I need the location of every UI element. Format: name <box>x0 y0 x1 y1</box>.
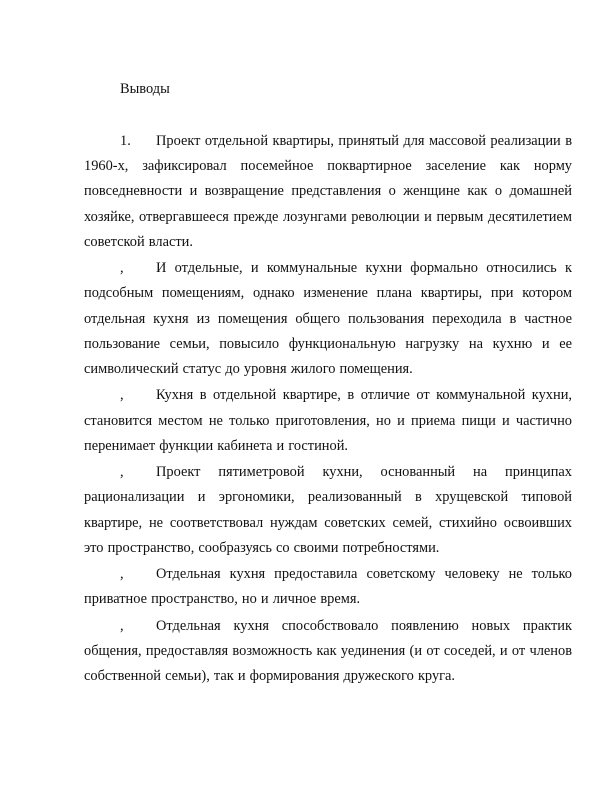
item-marker: , <box>120 464 124 481</box>
conclusion-item-5 <box>84 562 572 612</box>
conclusion-item-2 <box>84 256 572 382</box>
item-text: Отдельная кухня предоставила советскому человеку не только приватное пространство, но и личное время. <box>84 566 572 608</box>
item-text: И отдельные, и коммунальные кухни формально относились к подсобным помещениям, однако изменение плана квартиры, при котором отдельная кухня из помещения общего пользования переходила в частное пользование семьи, повысило функциональную нагрузку на кухню и ее символический статус до уровня жилого помещения. <box>84 260 572 378</box>
item-text: Отдельная кухня способствовало появлению новых практик общения, предоставляя возможность как уединения (и от соседей, и от членов собственной семьи), так и формирования дружеского круга. <box>84 617 572 685</box>
item-text: Кухня в отдельной квартире, в отличие от коммунальной кухни, становится местом не только приготовления, но и приема пищи и частично перенимает функции кабинета и гостиной. <box>84 387 572 454</box>
conclusion-item-6 <box>84 614 572 690</box>
conclusion-item-1 <box>84 129 572 255</box>
item-marker: , <box>120 617 124 634</box>
conclusion-item-4 <box>84 460 572 561</box>
item-marker: , <box>120 387 124 404</box>
section-heading: Выводы <box>120 81 170 97</box>
conclusion-item-3 <box>84 383 572 459</box>
item-marker: , <box>120 566 124 583</box>
item-marker: 1. <box>120 133 131 149</box>
conclusions-list <box>84 129 572 691</box>
item-text: Проект отдельной квартиры, принятый для массовой реализации в 1960-х, зафиксировал посемейное поквартирное заселение как норму повседневности и возвращение представления о женщине как о домашней хозяйке, отвергавшееся прежде лозунгами революции и первым десятилетием советской власти. <box>84 133 572 250</box>
item-text: Проект пятиметровой кухни, основанный на принципах рационализации и эргономики, реализованный в хрущевской типовой квартире, не соответствовал нуждам советских семей, стихийно освоивших это пространство, сообразуясь со своими потребностями. <box>84 464 572 556</box>
item-marker: , <box>120 260 124 277</box>
